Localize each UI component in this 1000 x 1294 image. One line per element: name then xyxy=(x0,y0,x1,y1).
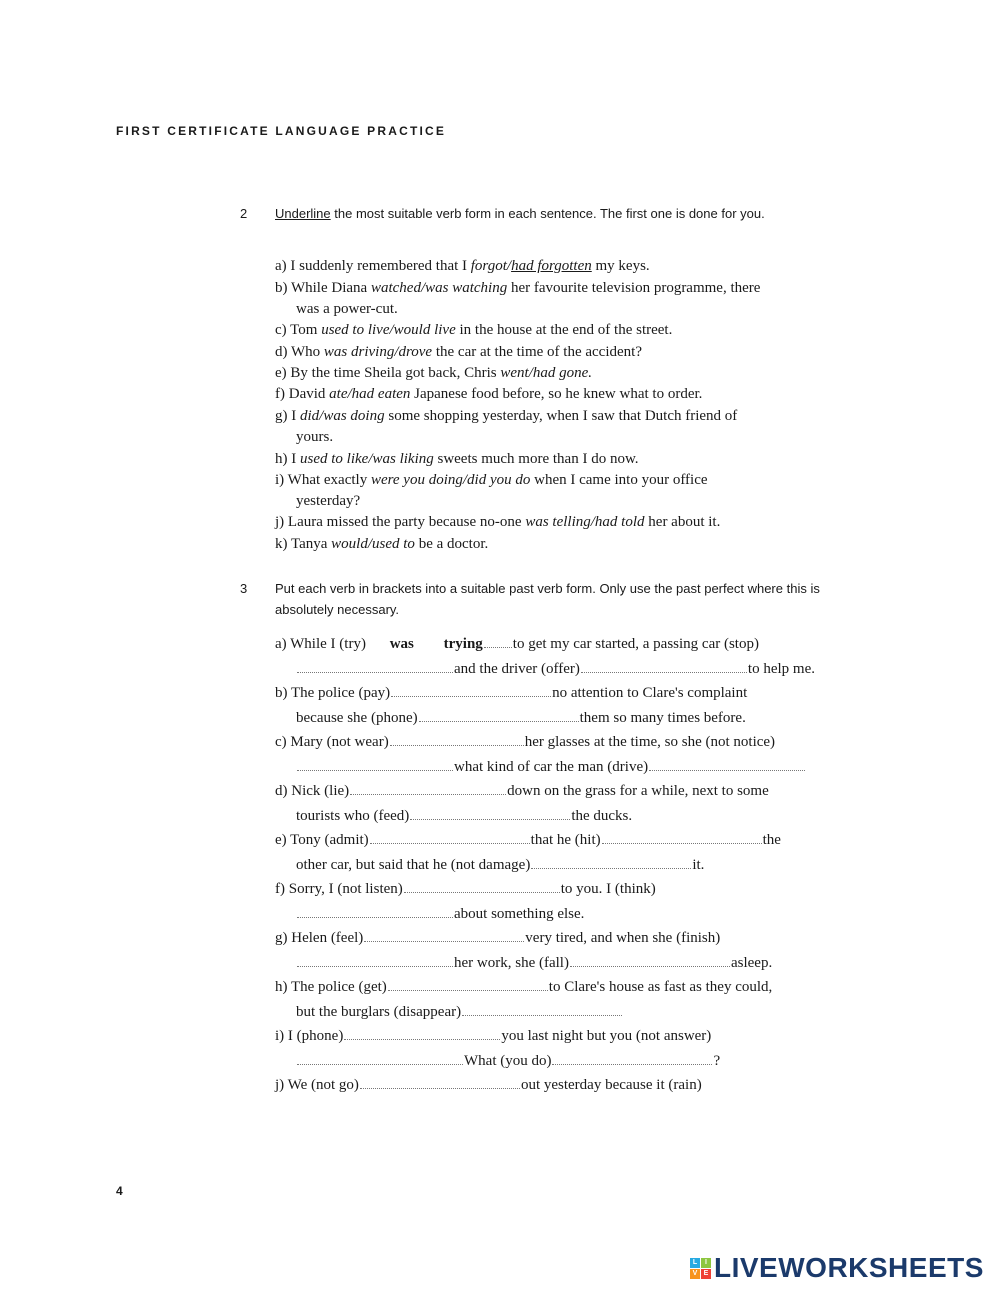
item-text: what kind of car the man (drive) xyxy=(454,759,649,775)
item-text: I xyxy=(291,451,300,467)
item-text: Japanese food before, so he knew what to order. xyxy=(410,386,703,402)
item-text: her glasses at the time, so she (not notice) xyxy=(524,734,776,750)
item-text: Mary (not wear) xyxy=(290,734,389,750)
item-text: no attention to Clare's complaint xyxy=(552,685,748,701)
option-text[interactable]: used to live/would live xyxy=(321,322,456,338)
item-text: to get my car started, a passing car (stop) xyxy=(512,636,759,652)
item-text: the car at the time of the accident? xyxy=(432,344,642,360)
item-text: The police (pay) xyxy=(290,685,391,701)
item-text: I suddenly remembered that I xyxy=(290,258,471,274)
answer-blank[interactable] xyxy=(297,671,453,673)
logo-tile: V xyxy=(690,1269,700,1279)
item-text: them so many times before. xyxy=(579,710,746,726)
item-text: the ducks. xyxy=(571,808,633,824)
item-text: down on the grass for a while, next to some xyxy=(507,783,769,799)
ex3-item-h-line1 xyxy=(275,975,845,999)
option-text[interactable]: would/used to xyxy=(331,536,415,552)
item-text: and the driver (offer) xyxy=(454,661,580,677)
answer-blank[interactable] xyxy=(350,793,506,795)
answer-blank[interactable] xyxy=(462,1014,622,1016)
item-text: Laura missed the party because no-one xyxy=(287,514,526,530)
example-answer: trying xyxy=(443,636,483,652)
ex2-item-j xyxy=(275,512,845,533)
logo-tiles-icon xyxy=(690,1258,711,1279)
option-text[interactable]: did/was doing xyxy=(300,408,385,424)
option-text-selected[interactable]: had forgotten xyxy=(511,258,592,274)
answer-blank[interactable] xyxy=(419,720,579,722)
answer-blank[interactable] xyxy=(410,818,570,820)
answer-blank[interactable] xyxy=(581,671,747,673)
item-text: the xyxy=(762,832,781,848)
item-text: her favourite television programme, there xyxy=(507,280,761,296)
exercise-instruction-text xyxy=(275,203,840,224)
item-label: g) xyxy=(275,408,288,424)
ex2-item-e xyxy=(275,363,845,384)
ex2-item-c xyxy=(275,320,845,341)
item-text: to you. I (think) xyxy=(560,881,656,897)
ex2-item-g xyxy=(275,406,845,448)
item-label: c) xyxy=(275,322,287,338)
logo-tile: E xyxy=(701,1269,711,1279)
ex3-item-h-line2 xyxy=(275,1000,866,1024)
ex2-item-i xyxy=(275,470,845,512)
ex3-item-i-line2 xyxy=(275,1049,866,1073)
ex3-item-e-line2 xyxy=(275,853,866,877)
item-text: her work, she (fall) xyxy=(454,955,569,971)
item-text: ? xyxy=(713,1053,721,1069)
ex3-item-f-line1 xyxy=(275,877,845,901)
item-text: it. xyxy=(692,857,705,873)
option-text[interactable]: was driving/drove xyxy=(323,344,433,360)
item-text: What exactly xyxy=(287,472,371,488)
item-text: While I (try) xyxy=(290,636,366,652)
item-text: about something else. xyxy=(454,906,585,922)
item-text: I (phone) xyxy=(287,1028,344,1044)
answer-blank[interactable] xyxy=(388,989,548,991)
exercise-number: 3 xyxy=(240,581,248,596)
item-text: Who xyxy=(290,344,324,360)
logo-wordmark: LIVEWORKSHEETS xyxy=(714,1252,984,1283)
instruction-rest: the most suitable verb form in each sentence. The first one is done for you. xyxy=(330,206,765,221)
ex3-item-c-line1 xyxy=(275,730,845,754)
item-label: d) xyxy=(275,783,288,799)
item-label: c) xyxy=(275,734,287,750)
item-text: to help me. xyxy=(747,661,815,677)
item-continuation: yesterday? xyxy=(296,493,361,509)
item-label: e) xyxy=(275,365,287,381)
item-text: when I came into your office xyxy=(530,472,708,488)
item-text: you last night but you (not answer) xyxy=(501,1028,712,1044)
item-text: Nick (lie) xyxy=(291,783,350,799)
item-text: be a doctor. xyxy=(414,536,489,552)
exercise-instruction-text: Put each verb in brackets into a suitable past verb form. Only use the past perfect where this is absolutely necessary. xyxy=(275,581,820,617)
option-text[interactable]: ate/had eaten xyxy=(329,386,411,402)
item-label: a) xyxy=(275,258,287,274)
ex2-item-k xyxy=(275,534,845,555)
item-text: out yesterday because it (rain) xyxy=(520,1077,702,1093)
ex2-item-f xyxy=(275,384,845,405)
answer-blank[interactable] xyxy=(570,965,730,967)
item-text: While Diana xyxy=(290,280,371,296)
option-text[interactable]: was telling/had told xyxy=(525,514,645,530)
answer-blank[interactable] xyxy=(531,867,691,869)
item-text: The police (get) xyxy=(290,979,387,995)
item-label: i) xyxy=(275,472,285,488)
item-label: i) xyxy=(275,1028,285,1044)
item-continuation: yours. xyxy=(296,429,334,445)
ex2-item-d xyxy=(275,342,845,363)
answer-blank[interactable] xyxy=(484,646,512,648)
ex3-item-b-line1 xyxy=(275,681,845,705)
answer-blank[interactable] xyxy=(391,695,551,697)
item-text: I xyxy=(291,408,300,424)
item-text: that he (hit) xyxy=(530,832,601,848)
item-text: Tanya xyxy=(290,536,332,552)
item-text: other car, but said that he (not damage) xyxy=(296,857,531,873)
item-text: Helen (feel) xyxy=(291,930,364,946)
option-text[interactable]: were you doing/did you do xyxy=(370,472,531,488)
example-answer: was xyxy=(389,636,414,652)
ex3-item-e-line1 xyxy=(275,828,845,852)
ex3-item-a-line2 xyxy=(275,657,866,681)
ex2-item-b xyxy=(275,278,845,320)
answer-blank[interactable] xyxy=(390,744,524,746)
answer-blank[interactable] xyxy=(344,1038,500,1040)
ex3-item-g-line1 xyxy=(275,926,845,950)
answer-blank[interactable] xyxy=(364,940,524,942)
answer-blank[interactable] xyxy=(360,1087,520,1089)
item-text: By the time Sheila got back, Chris xyxy=(290,365,501,381)
item-text: What (you do) xyxy=(464,1053,552,1069)
item-text: We (not go) xyxy=(287,1077,359,1093)
logo-tile: L xyxy=(690,1258,700,1268)
answer-blank[interactable] xyxy=(297,916,453,918)
item-text: very tired, and when she (finish) xyxy=(525,930,721,946)
ex3-item-g-line2 xyxy=(275,951,866,975)
answer-blank[interactable] xyxy=(297,965,453,967)
item-text: David xyxy=(288,386,330,402)
item-label: j) xyxy=(275,1077,285,1093)
item-text: but the burglars (disappear) xyxy=(296,1004,462,1020)
item-label: b) xyxy=(275,685,288,701)
item-label: d) xyxy=(275,344,288,360)
exercise-number: 2 xyxy=(240,206,248,221)
item-text: to Clare's house as fast as they could, xyxy=(548,979,773,995)
item-label: h) xyxy=(275,979,288,995)
option-text[interactable]: watched/was watching xyxy=(370,280,508,296)
ex3-item-c-line2 xyxy=(275,755,866,779)
ex2-item-a xyxy=(275,256,845,277)
item-text: tourists who (feed) xyxy=(296,808,410,824)
answer-blank[interactable] xyxy=(404,891,560,893)
item-text: Tom xyxy=(290,322,322,338)
ex2-item-h xyxy=(275,449,845,470)
ex3-item-i-line1 xyxy=(275,1024,845,1048)
item-text: my keys. xyxy=(591,258,650,274)
item-text: because she (phone) xyxy=(296,710,418,726)
answer-blank[interactable] xyxy=(552,1063,712,1065)
item-label: g) xyxy=(275,930,288,946)
item-label: e) xyxy=(275,832,287,848)
item-label: k) xyxy=(275,536,288,552)
option-text[interactable]: used to like/was liking xyxy=(300,451,434,467)
item-text: sweets much more than I do now. xyxy=(433,451,639,467)
ex3-item-a-line1 xyxy=(275,632,845,656)
answer-blank[interactable] xyxy=(649,769,805,771)
answer-blank[interactable] xyxy=(297,1063,463,1065)
answer-blank[interactable] xyxy=(297,769,453,771)
ex3-item-d-line1 xyxy=(275,779,845,803)
item-label: f) xyxy=(275,881,285,897)
ex3-item-j-line1 xyxy=(275,1073,845,1097)
ex3-item-d-line2 xyxy=(275,804,866,828)
item-text: Sorry, I (not listen) xyxy=(288,881,403,897)
ex3-item-f-line2 xyxy=(275,902,866,926)
option-text[interactable]: went/had gone. xyxy=(500,365,593,381)
item-text: some shopping yesterday, when I saw that Dutch friend of xyxy=(384,408,738,424)
item-text: her about it. xyxy=(644,514,721,530)
item-text: asleep. xyxy=(730,955,773,971)
item-label: j) xyxy=(275,514,285,530)
running-header: FIRST CERTIFICATE LANGUAGE PRACTICE xyxy=(116,124,447,138)
answer-blank[interactable] xyxy=(602,842,762,844)
item-label: b) xyxy=(275,280,288,296)
item-text: Tony (admit) xyxy=(290,832,369,848)
page-number: 4 xyxy=(116,1184,123,1198)
liveworksheets-logo xyxy=(690,1252,984,1284)
option-text[interactable]: forgot/ xyxy=(470,258,512,274)
logo-tile: I xyxy=(701,1258,711,1268)
item-text: in the house at the end of the street. xyxy=(455,322,673,338)
item-label: h) xyxy=(275,451,288,467)
ex3-item-b-line2 xyxy=(275,706,866,730)
item-continuation: was a power-cut. xyxy=(296,301,398,317)
item-label: f) xyxy=(275,386,285,402)
item-label: a) xyxy=(275,636,287,652)
instruction-underlined-word: Underline xyxy=(275,206,331,221)
answer-blank[interactable] xyxy=(370,842,530,844)
